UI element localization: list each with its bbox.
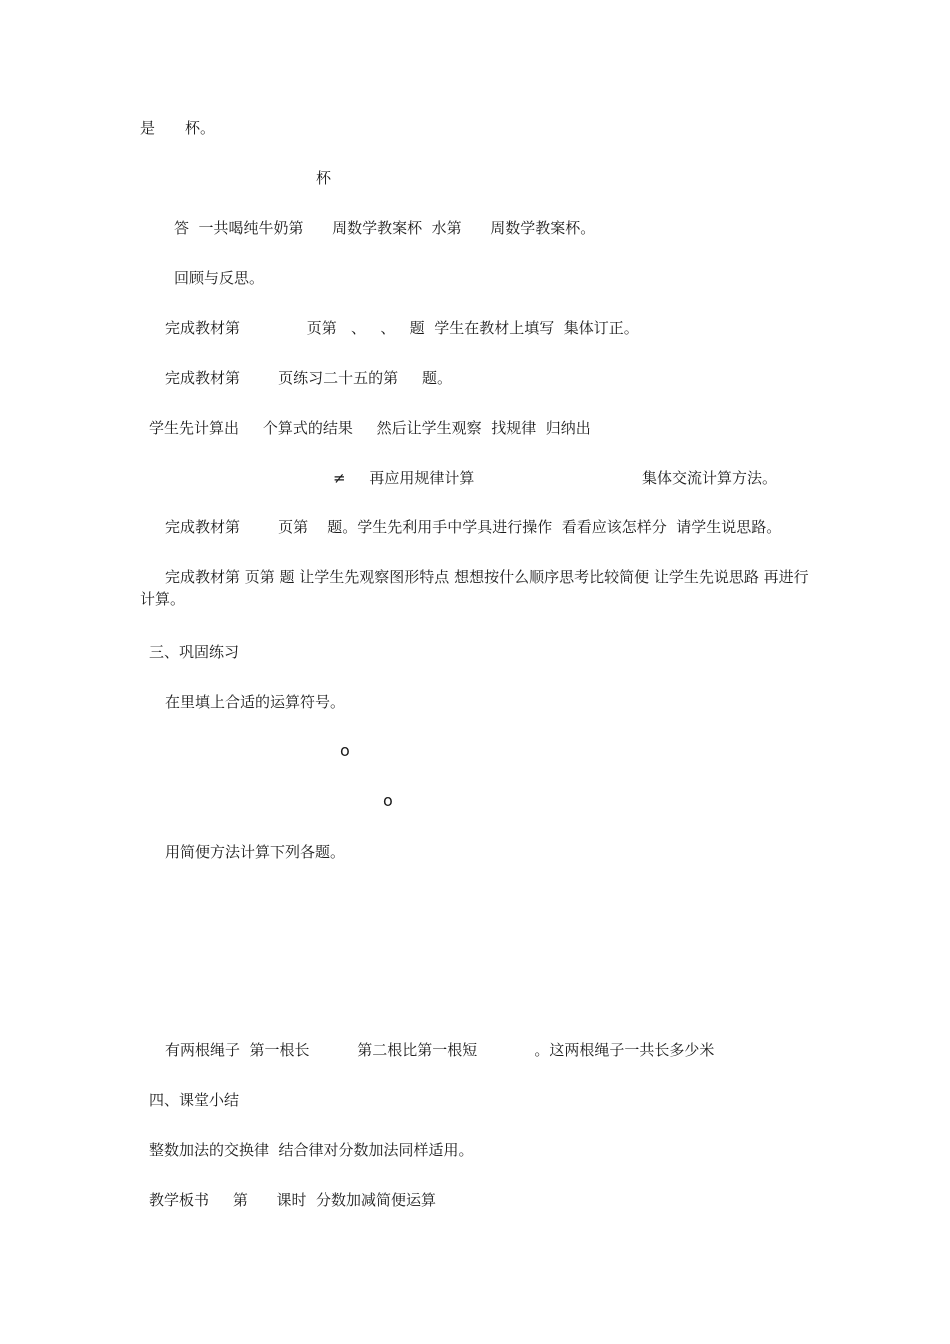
section-heading-practice: 三、巩固练习 [149,643,240,661]
text-line-group-exchange: 集体交流计算方法。 [642,469,778,487]
text-line-fill-operators: 在里填上合适的运算符号。 [165,693,346,711]
text-line-students-calculate: 学生先计算出 个算式的结果 然后让学生观察 找规律 归纳出 [149,419,591,437]
text-line-textbook-task-4: 完成教材第 页第 题 让学生先观察图形特点 想想按什么顺序思考比较简便 让学生先说思路 再进行计算。 [140,568,809,608]
text-line-answer: 答 一共喝纯牛奶第 周数学教案杯 水第 周数学教案杯。 [174,219,596,237]
section-heading-summary: 四、课堂小结 [149,1091,240,1109]
text-line-summary-rule: 整数加法的交换律 结合律对分数加法同样适用。 [149,1141,474,1159]
text-line-cups-fragment: 是 杯。 [140,119,216,137]
operator-circle-symbol: o [340,741,350,760]
text-line-textbook-task-3: 完成教材第 页第 题。学生先利用手中学具进行操作 看看应该怎样分 请学生说思路。 [165,518,782,536]
text-line-review: 回顾与反思。 [174,269,265,287]
text-line-simple-method: 用简便方法计算下列各题。 [165,843,346,861]
text-line-rope-problem: 有两根绳子 第一根长 第二根比第一根短 。这两根绳子一共长多少米 [165,1041,715,1059]
text-line-textbook-task-2: 完成教材第 页练习二十五的第 题。 [165,369,452,387]
text-line-blackboard: 教学板书 第 课时 分数加减简便运算 [149,1191,436,1209]
text-line-textbook-task-1: 完成教材第 页第 、 、 题 学生在教材上填写 集体订正。 [165,319,639,337]
operator-circle-symbol: o [383,791,393,810]
text-line-cup-label: 杯 [316,169,332,187]
text-line-apply-rule: ≠ 再应用规律计算 [333,469,475,487]
